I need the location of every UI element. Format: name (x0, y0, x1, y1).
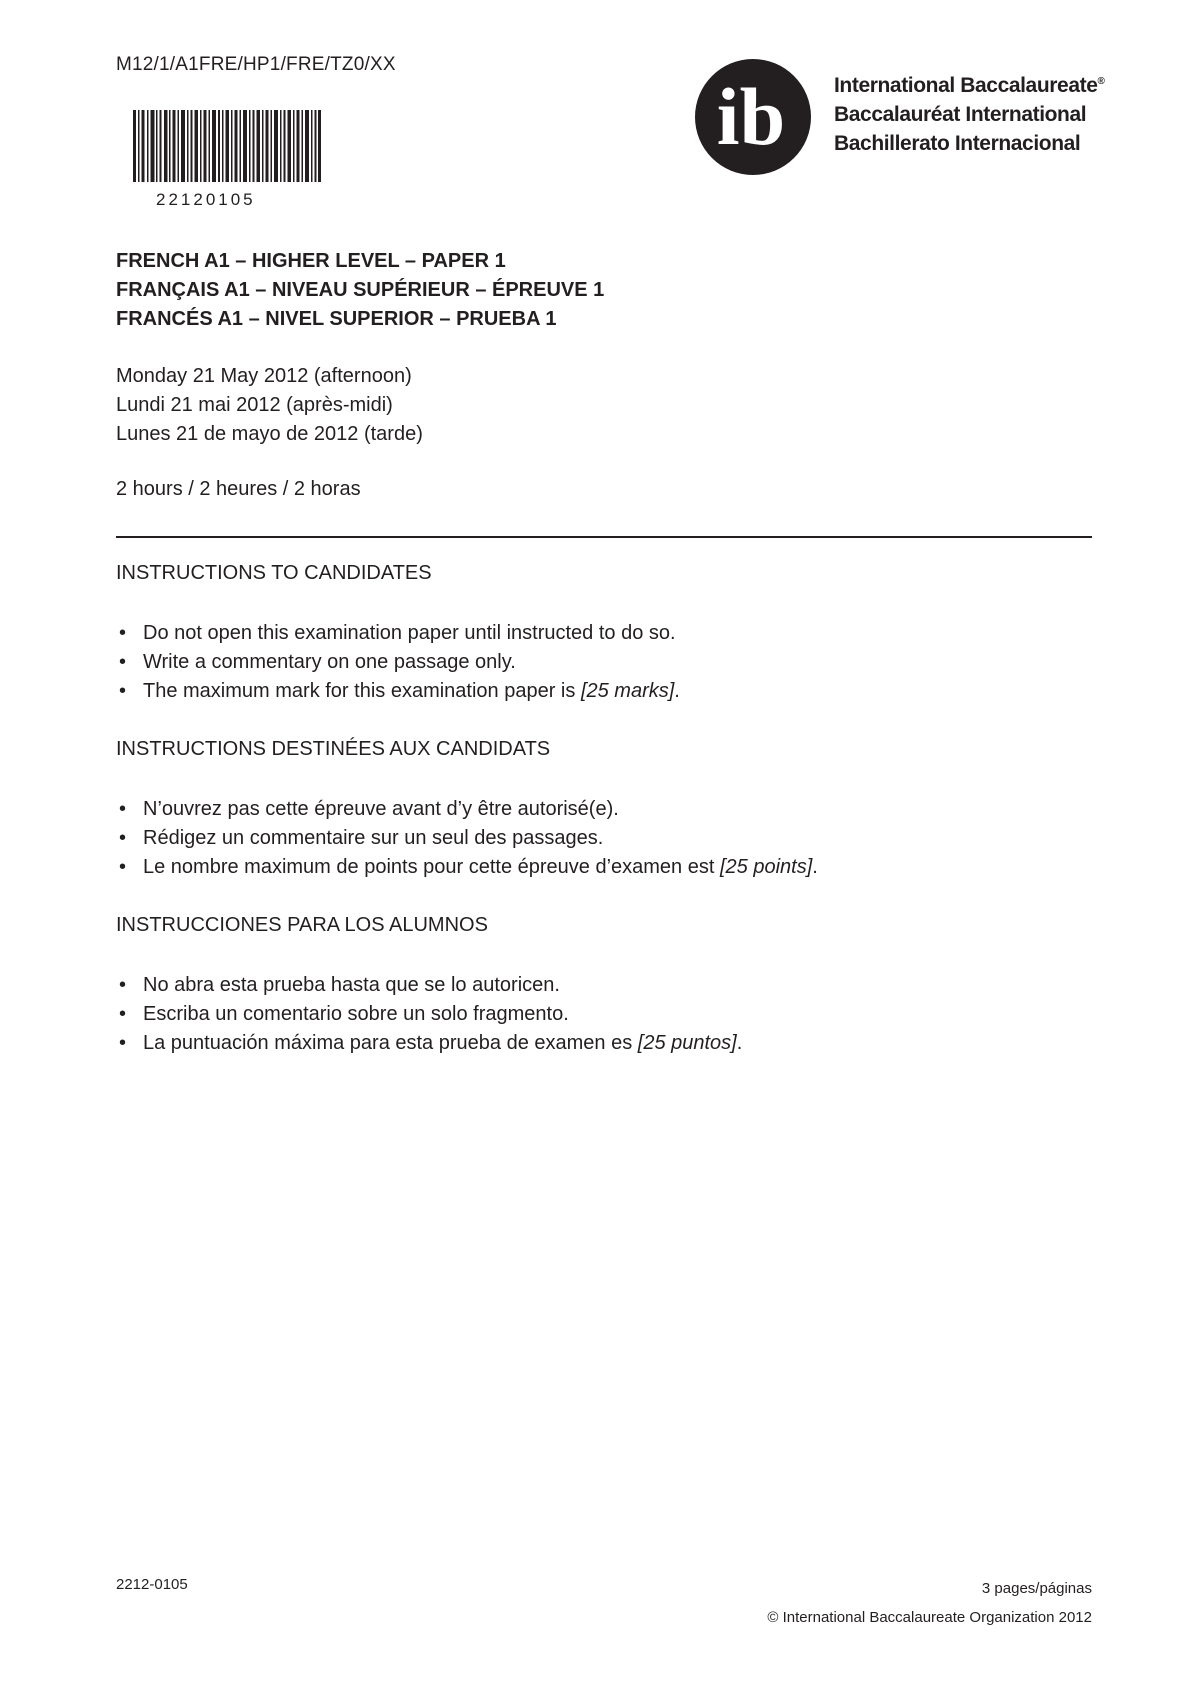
bullet-icon: • (119, 1003, 127, 1025)
list-item: • No abra esta prueba hasta que se lo autoricen. (116, 971, 742, 1000)
footer-info (767, 1574, 1092, 1632)
date-fr: Lundi 21 mai 2012 (après-midi) (116, 394, 393, 416)
bullet-icon: • (119, 856, 127, 878)
instructions-list-fr (116, 795, 818, 882)
exam-duration: 2 hours / 2 heures / 2 horas (116, 478, 361, 500)
section-heading-fr: INSTRUCTIONS DESTINÉES AUX CANDIDATS (116, 738, 551, 760)
list-item: • Le nombre maximum de points pour cette épreuve d’examen est [25 points]. (116, 853, 818, 882)
bullet-icon: • (119, 680, 127, 702)
title-es: FRANCÉS A1 – NIVEL SUPERIOR – PRUEBA 1 (116, 308, 557, 330)
bullet-icon: • (119, 1032, 127, 1054)
exam-dates (116, 362, 423, 449)
date-es: Lunes 21 de mayo de 2012 (tarde) (116, 423, 423, 445)
document-code: M12/1/A1FRE/HP1/FRE/TZ0/XX (116, 54, 396, 75)
instructions-list-en (116, 619, 680, 706)
bullet-icon: • (119, 651, 127, 673)
title-en: FRENCH A1 – HIGHER LEVEL – PAPER 1 (116, 250, 506, 272)
copyright: © International Baccalaureate Organization 2012 (767, 1609, 1092, 1626)
bullet-icon: • (119, 798, 127, 820)
org-name-es: Bachillerato Internacional (834, 132, 1081, 155)
date-en: Monday 21 May 2012 (afternoon) (116, 365, 412, 387)
bullet-icon: • (119, 622, 127, 644)
paper-titles (116, 247, 604, 334)
list-item: • Write a commentary on one passage only. (116, 648, 680, 677)
list-item: • N’ouvrez pas cette épreuve avant d’y être autorisé(e). (116, 795, 818, 824)
org-name-en: International Baccalaureate® (834, 74, 1105, 97)
registered-mark: ® (1097, 76, 1105, 87)
list-item: • Rédigez un commentaire sur un seul des passages. (116, 824, 818, 853)
bullet-icon: • (119, 827, 127, 849)
list-item: • The maximum mark for this examination paper is [25 marks]. (116, 677, 680, 706)
list-item: • La puntuación máxima para esta prueba de examen es [25 puntos]. (116, 1029, 742, 1058)
list-item: • Do not open this examination paper until instructed to do so. (116, 619, 680, 648)
footer-code: 2212-0105 (116, 1576, 188, 1593)
logo-lettering: ib (716, 71, 786, 162)
section-heading-es: INSTRUCCIONES PARA LOS ALUMNOS (116, 914, 488, 936)
bullet-icon: • (119, 974, 127, 996)
org-name-fr: Baccalauréat International (834, 103, 1087, 126)
instructions-list-es (116, 971, 742, 1058)
section-heading-en: INSTRUCTIONS TO CANDIDATES (116, 562, 432, 584)
barcode (133, 110, 321, 182)
ib-logo-icon (694, 58, 812, 176)
barcode-number: 22120105 (156, 190, 256, 209)
page-count: 3 pages/páginas (981, 1580, 1092, 1597)
organisation-names (834, 67, 1104, 158)
list-item: • Escriba un comentario sobre un solo fragmento. (116, 1000, 742, 1029)
divider-rule (116, 536, 1092, 538)
title-fr: FRANÇAIS A1 – NIVEAU SUPÉRIEUR – ÉPREUVE 1 (116, 279, 605, 301)
